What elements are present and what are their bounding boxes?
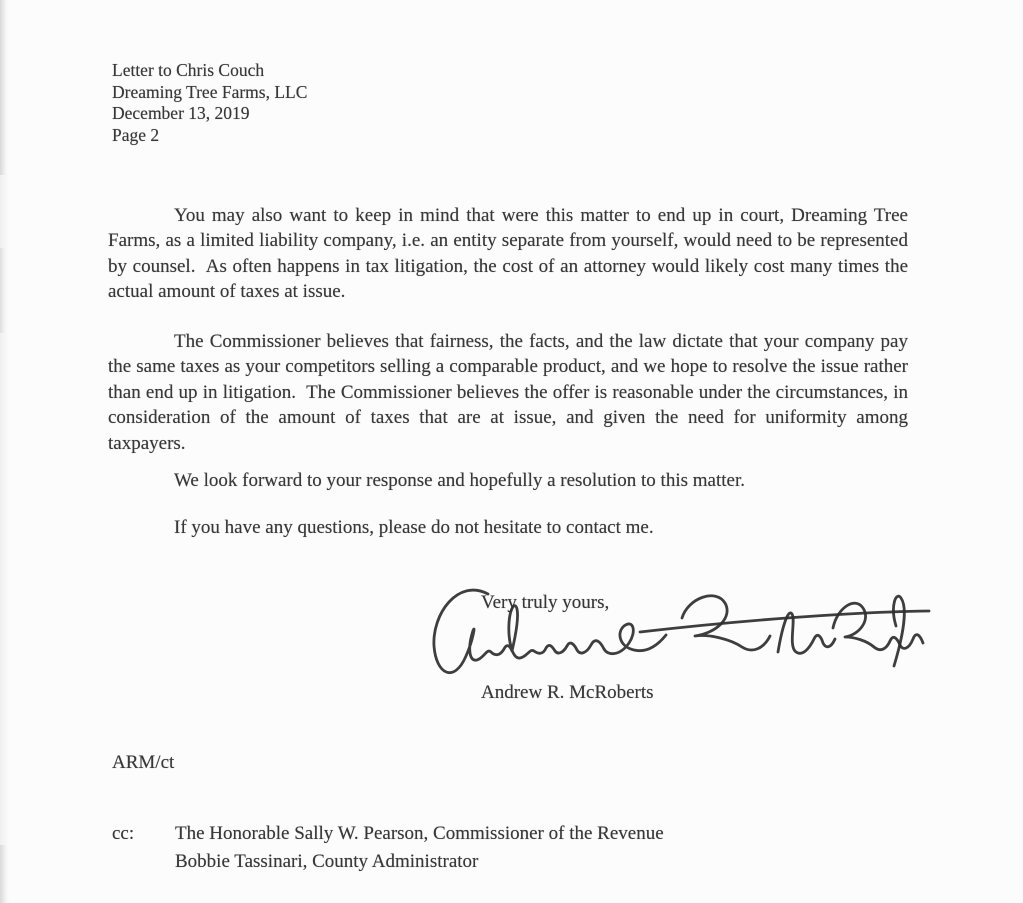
cc-recipient-list — [175, 820, 664, 875]
cc-label: cc: — [112, 823, 135, 844]
body-paragraph-4: If you have any questions, please do not hesitate to contact me. — [174, 517, 654, 538]
header-date-line: December 13, 2019 — [112, 103, 250, 123]
header-recipient-line: Letter to Chris Couch — [112, 60, 265, 80]
body-paragraph-1: You may also want to keep in mind that were this matter to end up in court, Dreaming Tree Farms, as a limited liability company, i.e. an entity separate from yourself, would need to be represented by counsel. As often happens in tax litigation, the cost of an attorney would likely cost many times the actual amount of taxes at issue. — [108, 205, 913, 303]
cc-block — [112, 820, 664, 875]
signature-icon — [424, 584, 934, 696]
reference-initials: ARM/ct — [112, 752, 175, 773]
scan-artifact-mid-notch — [0, 248, 5, 333]
signer-name: Andrew R. McRoberts — [481, 682, 654, 703]
cc-recipient: The Honorable Sally W. Pearson, Commissioner of the Revenue — [175, 823, 664, 844]
valediction: Very truly yours, — [481, 592, 610, 613]
body-paragraph-2: The Commissioner believes that fairness, the facts, and the law dictate that your company pay the same taxes as your competitors selling a comparable product, and we hope to resolve the issue rather than end up in litigation. The Commissioner believes the offer is reasonable under the circumstances, in consideration of the amount of taxes that are at issue, and given the need for uniformity among taxpayers. — [108, 331, 913, 454]
header-page-number: Page 2 — [112, 124, 160, 145]
body-paragraph-3: We look forward to your response and hopefully a resolution to this matter. — [174, 470, 745, 491]
scan-artifact-bottom-notch — [0, 845, 7, 903]
cc-recipient: Bobbie Tassinari, County Administrator — [175, 850, 479, 872]
header-company-line: Dreaming Tree Farms, LLC — [112, 81, 308, 102]
letter-header — [112, 60, 307, 146]
scan-artifact-top-notch — [0, 0, 6, 175]
